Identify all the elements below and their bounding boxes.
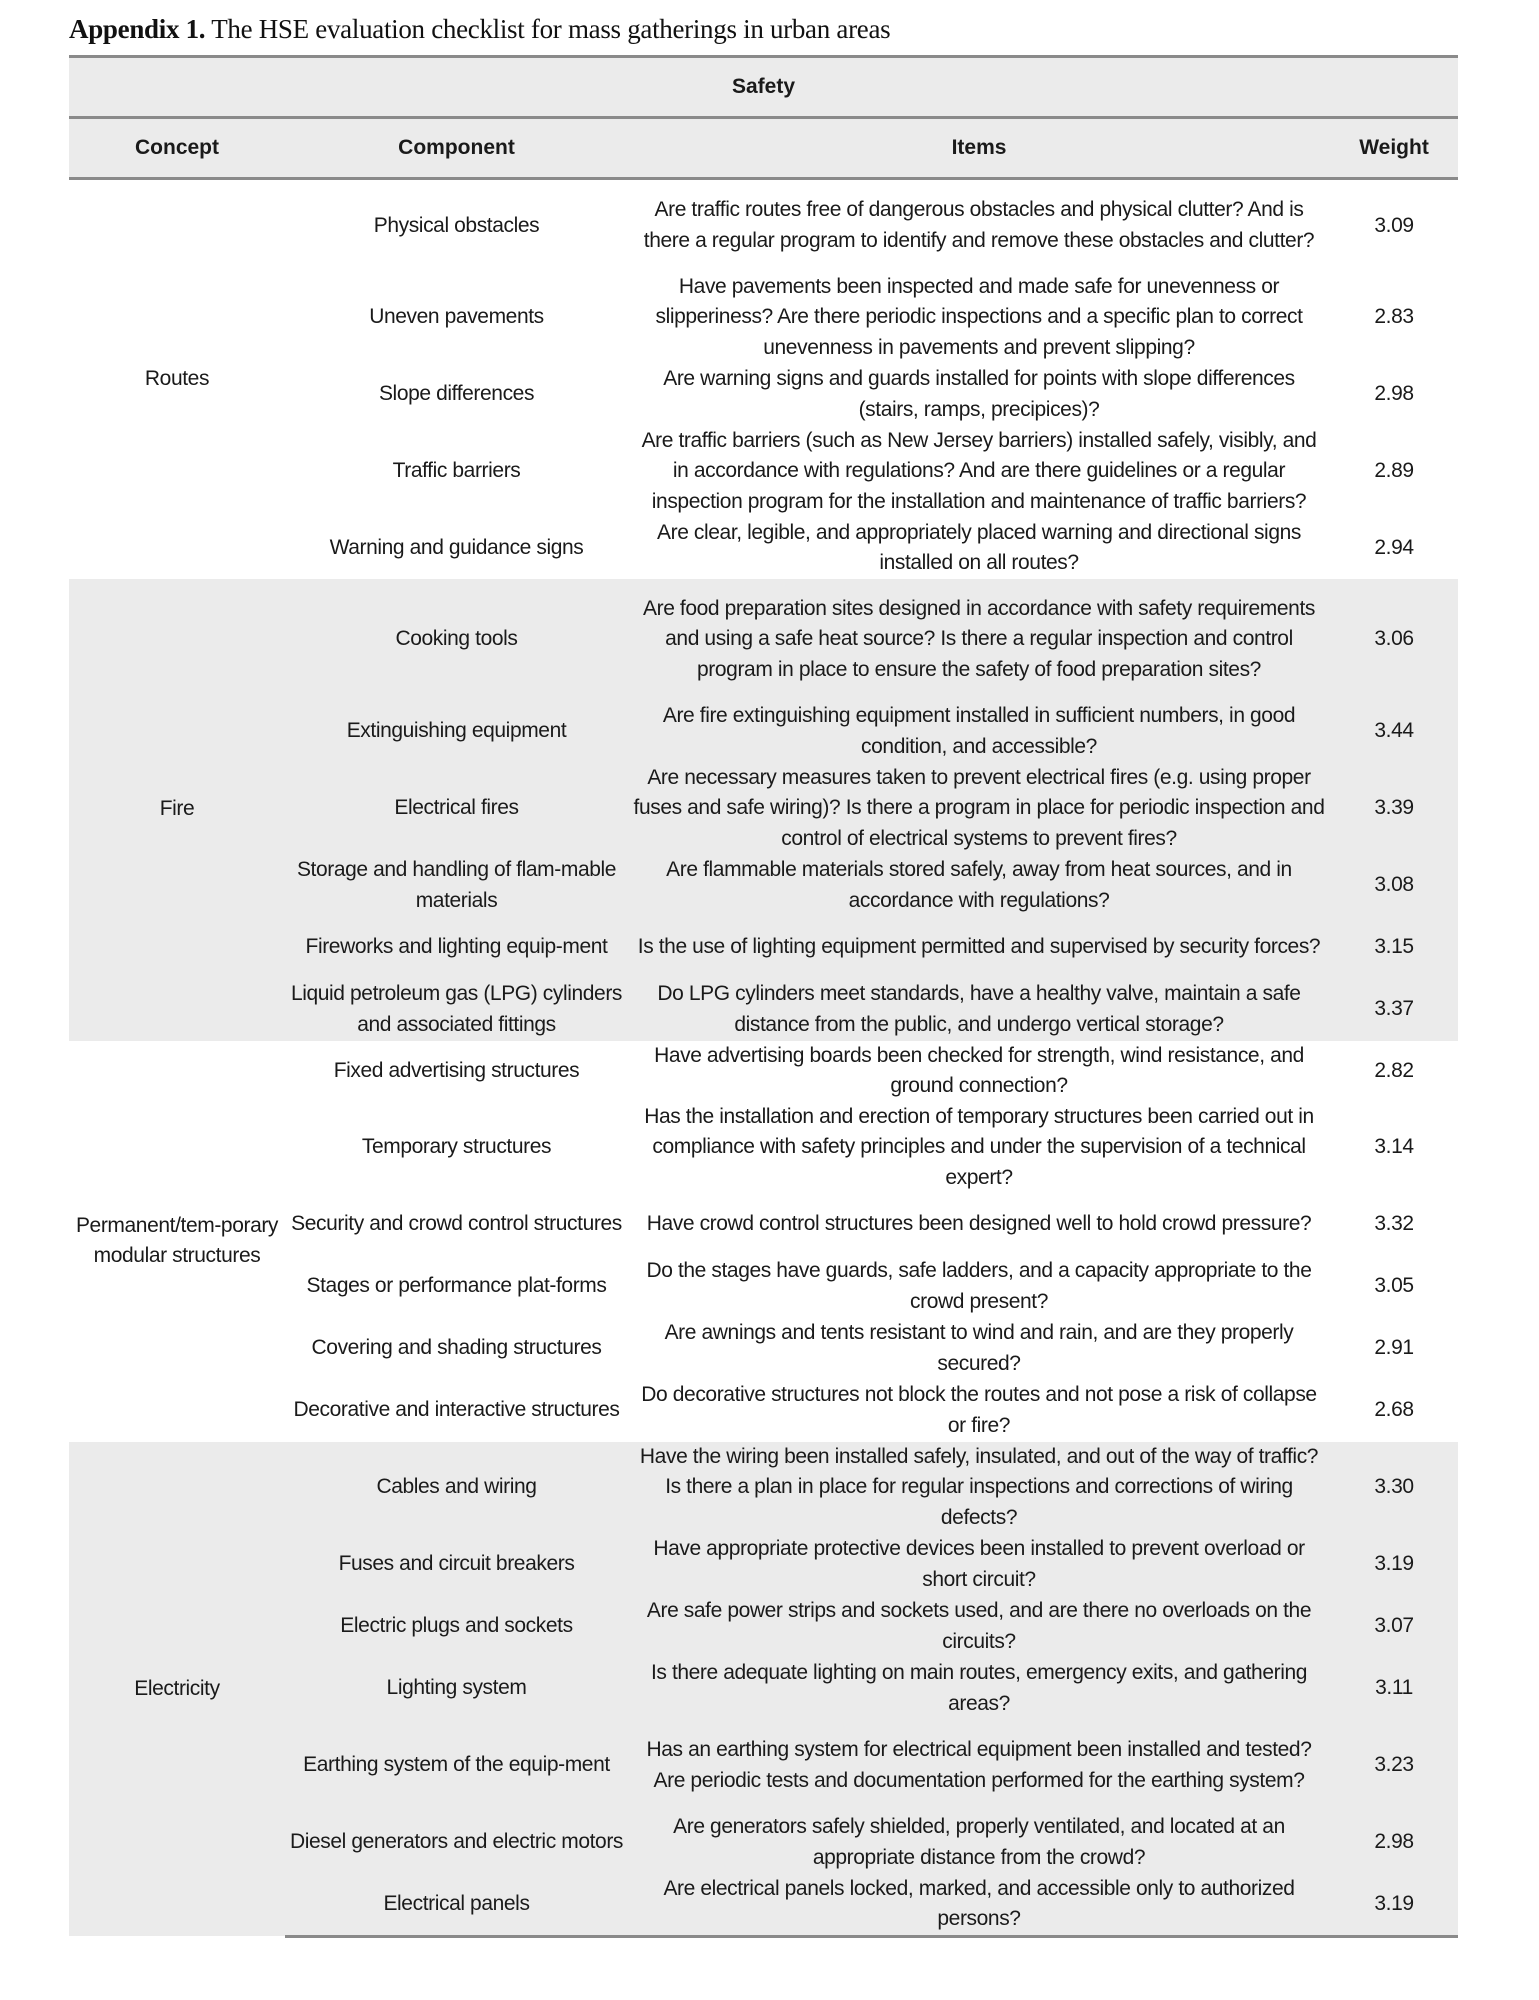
item-cell: Are generators safely shielded, properly ventilated, and located at an appropriate distance from the crowd? (628, 1812, 1330, 1874)
hse-checklist-table (69, 55, 1458, 1938)
component-cell: Storage and handling of flam-mable materials (285, 855, 628, 917)
weight-cell: 2.94 (1330, 518, 1458, 579)
item-cell: Have appropriate protective devices been installed to prevent overload or short circuit? (628, 1534, 1330, 1596)
component-cell: Electrical panels (285, 1874, 628, 1937)
item-cell: Are traffic barriers (such as New Jersey barriers) installed safely, visibly, and in accordance with regulations? And are there guidelines or a regular inspection program for the installation and maintenance of traffic barriers? (628, 426, 1330, 518)
section-electricity (69, 1442, 1458, 1937)
item-cell: Are traffic routes free of dangerous obstacles and physical clutter? And is there a regular program to identify and remove these obstacles and clutter? (628, 179, 1330, 272)
component-cell: Electric plugs and sockets (285, 1596, 628, 1658)
weight-cell: 2.89 (1330, 426, 1458, 518)
item-cell: Are warning signs and guards installed for points with slope differences (stairs, ramps, precipices)? (628, 364, 1330, 426)
item-cell: Are food preparation sites designed in accordance with safety requirements and using a safe heat source? Is there a regular inspection and control program in place to ensure the safety of food preparation sites? (628, 579, 1330, 701)
weight-cell: 2.98 (1330, 364, 1458, 426)
weight-cell: 3.30 (1330, 1442, 1458, 1534)
weight-cell: 3.11 (1330, 1658, 1458, 1720)
component-cell: Earthing system of the equip-ment (285, 1720, 628, 1812)
weight-cell: 2.82 (1330, 1041, 1458, 1102)
component-cell: Uneven pavements (285, 272, 628, 364)
item-cell: Has the installation and erection of temporary structures been carried out in compliance with safety principles and under the supervision of a technical expert? (628, 1102, 1330, 1194)
weight-cell: 3.15 (1330, 917, 1458, 979)
column-header-weight: Weight (1330, 118, 1458, 179)
component-cell: Warning and guidance signs (285, 518, 628, 579)
caption-label: Appendix 1. (69, 14, 206, 44)
table-row (69, 179, 1458, 272)
component-cell: Lighting system (285, 1658, 628, 1720)
column-header-items: Items (628, 118, 1330, 179)
section-routes (69, 179, 1458, 579)
item-cell: Have advertising boards been checked for strength, wind resistance, and ground connection? (628, 1041, 1330, 1102)
weight-cell: 3.09 (1330, 179, 1458, 272)
component-cell: Decorative and interactive structures (285, 1380, 628, 1442)
weight-cell: 2.91 (1330, 1318, 1458, 1380)
group-header-safety: Safety (69, 57, 1458, 118)
concept-cell: Routes (69, 179, 285, 579)
component-cell: Cables and wiring (285, 1442, 628, 1534)
weight-cell: 3.19 (1330, 1874, 1458, 1937)
concept-cell: Permanent/tem-porary modular structures (69, 1041, 285, 1442)
component-cell: Physical obstacles (285, 179, 628, 272)
component-cell: Liquid petroleum gas (LPG) cylinders and associated fittings (285, 979, 628, 1041)
item-cell: Have the wiring been installed safely, insulated, and out of the way of traffic? Is there a plan in place for regular inspections and corrections of wiring defects? (628, 1442, 1330, 1534)
item-cell: Is there adequate lighting on main routes, emergency exits, and gathering areas? (628, 1658, 1330, 1720)
weight-cell: 3.32 (1330, 1194, 1458, 1256)
component-cell: Traffic barriers (285, 426, 628, 518)
item-cell: Are fire extinguishing equipment installed in sufficient numbers, in good condition, and accessible? (628, 701, 1330, 763)
weight-cell: 3.19 (1330, 1534, 1458, 1596)
component-cell: Fireworks and lighting equip-ment (285, 917, 628, 979)
weight-cell: 3.37 (1330, 979, 1458, 1041)
column-header-component: Component (285, 118, 628, 179)
component-cell: Extinguishing equipment (285, 701, 628, 763)
item-cell: Have crowd control structures been designed well to hold crowd pressure? (628, 1194, 1330, 1256)
concept-cell: Fire (69, 579, 285, 1041)
item-cell: Is the use of lighting equipment permitted and supervised by security forces? (628, 917, 1330, 979)
section-permanent-tem-porary-modular-structures (69, 1041, 1458, 1442)
weight-cell: 3.14 (1330, 1102, 1458, 1194)
component-cell: Diesel generators and electric motors (285, 1812, 628, 1874)
component-cell: Electrical fires (285, 763, 628, 855)
weight-cell: 3.06 (1330, 579, 1458, 701)
column-header-concept: Concept (69, 118, 285, 179)
component-cell: Slope differences (285, 364, 628, 426)
item-cell: Have pavements been inspected and made safe for unevenness or slipperiness? Are there periodic inspections and a specific plan to correct unevenness in pavements and prevent slipping? (628, 272, 1330, 364)
table-row (69, 1041, 1458, 1102)
component-cell: Fixed advertising structures (285, 1041, 628, 1102)
item-cell: Are safe power strips and sockets used, and are there no overloads on the circuits? (628, 1596, 1330, 1658)
component-cell: Covering and shading structures (285, 1318, 628, 1380)
component-cell: Fuses and circuit breakers (285, 1534, 628, 1596)
weight-cell: 2.98 (1330, 1812, 1458, 1874)
caption-text: The HSE evaluation checklist for mass gatherings in urban areas (205, 14, 891, 44)
item-cell: Are necessary measures taken to prevent electrical fires (e.g. using proper fuses and safe wiring)? Is there a program in place for periodic inspection and control of electrical systems to prevent fires? (628, 763, 1330, 855)
weight-cell: 3.39 (1330, 763, 1458, 855)
item-cell: Do decorative structures not block the routes and not pose a risk of collapse or fire? (628, 1380, 1330, 1442)
weight-cell: 2.83 (1330, 272, 1458, 364)
table-row (69, 1442, 1458, 1534)
item-cell: Are clear, legible, and appropriately placed warning and directional signs installed on all routes? (628, 518, 1330, 579)
component-cell: Security and crowd control structures (285, 1194, 628, 1256)
component-cell: Stages or performance plat-forms (285, 1256, 628, 1318)
section-fire (69, 579, 1458, 1041)
concept-cell: Electricity (69, 1442, 285, 1937)
item-cell: Are flammable materials stored safely, away from heat sources, and in accordance with regulations? (628, 855, 1330, 917)
item-cell: Are electrical panels locked, marked, and accessible only to authorized persons? (628, 1874, 1330, 1937)
item-cell: Are awnings and tents resistant to wind and rain, and are they properly secured? (628, 1318, 1330, 1380)
weight-cell: 2.68 (1330, 1380, 1458, 1442)
item-cell: Do the stages have guards, safe ladders, and a capacity appropriate to the crowd present? (628, 1256, 1330, 1318)
weight-cell: 3.23 (1330, 1720, 1458, 1812)
weight-cell: 3.44 (1330, 701, 1458, 763)
weight-cell: 3.07 (1330, 1596, 1458, 1658)
component-cell: Temporary structures (285, 1102, 628, 1194)
item-cell: Do LPG cylinders meet standards, have a healthy valve, maintain a safe distance from the public, and undergo vertical storage? (628, 979, 1330, 1041)
table-row (69, 579, 1458, 701)
weight-cell: 3.05 (1330, 1256, 1458, 1318)
table-caption (69, 14, 890, 45)
weight-cell: 3.08 (1330, 855, 1458, 917)
component-cell: Cooking tools (285, 579, 628, 701)
item-cell: Has an earthing system for electrical equipment been installed and tested? Are periodic tests and documentation performed for the earthing system? (628, 1720, 1330, 1812)
